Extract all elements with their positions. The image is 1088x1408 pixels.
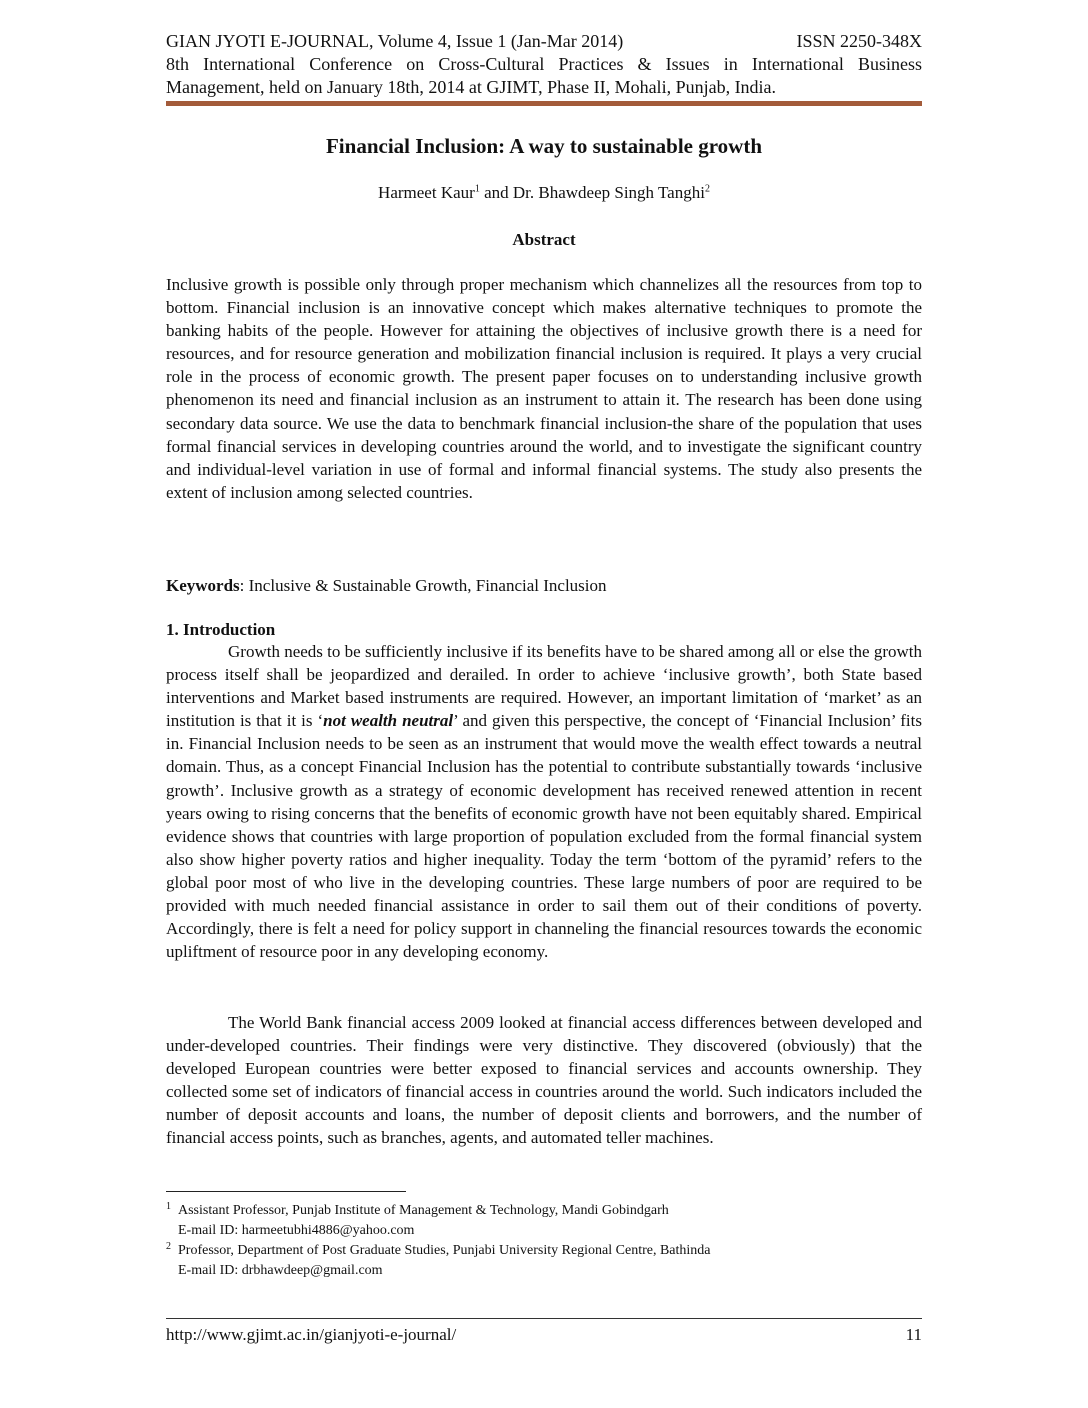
author-1: Harmeet Kaur <box>378 183 475 202</box>
page-number: 11 <box>905 1325 922 1344</box>
footer-rule <box>166 1318 922 1319</box>
intro-p1-part-a: Growth needs to be sufficiently inclusive if its benefits have to be shared among all or else the growth process itself shall be jeopardized and derailed. In order to achieve ‘inclusive growth’, both State based interventions and Market based instruments are required. However, an important limitation of ‘market’ as an institution is that it is ‘ <box>166 642 922 731</box>
introduction-paragraph-2: The World Bank financial access 2009 looked at financial access differences between developed and under-developed countries. Their findings were very distinctive. They discovered (obviously) that the developed European countries were better exposed to financial services and accounts ownership. They collected some set of indicators of financial access in countries around the world. Such indicators included the number of deposit accounts and loans, the number of deposit clients and borrowers, and the number of financial access points, such as branches, agents, and automated teller machines. <box>166 1013 922 1148</box>
paper-title: Financial Inclusion: A way to sustainable growth <box>325 134 763 158</box>
conference-line-1: 8th International Conference on Cross-Cultural Practices & Issues in International Business <box>166 54 922 74</box>
abstract-text: Inclusive growth is possible only through proper mechanism which channelizes all the resources from top to bottom. Financial inclusion is an innovative concept which makes alternative techniques to promote the banking habits of the people. However for attaining the objectives of inclusive growth there is a need for resources, and for resource generation and mobilization financial inclusion is required. It plays a very crucial role in the process of economic growth. The present paper focuses on to understanding inclusive growth phenomenon its need and financial inclusion as an instrument to attain it. The research has been done using secondary data source. We use the data to benchmark financial inclusion-the share of the population that uses formal financial services in developing countries around the world, and to investigate the significant country and individual-level variation in use of formal and informal financial systems. The study also presents the extent of inclusion among selected countries. <box>166 275 922 502</box>
intro-p1-part-b: ’ and given this perspective, the concept of ‘Financial Inclusion’ fits in. Financial Inclusion needs to be seen as an instrument that would move the wealth effect towards a neutral domain. Thus, as a concept Financial Inclusion has the potential to contribute substantially towards ‘inclusive growth’. Inclusive growth as a strategy of economic development has received renewed attention in recent years owing to rising concerns that the benefits of economic growth have not been equitably shared. Empirical evidence shows that countries with large proportion of population excluded from the formal financial system also show higher poverty ratios and higher inequality. Today the term ‘bottom of the pyramid’ refers to the global poor most of who live in the developing countries. These large numbers of poor are required to be provided with much needed financial assistance in order to sail them out of their conditions of poverty. Accordingly, there is felt a need for policy support in channeling the financial resources towards the economic upliftment of resource poor in any developing economy. <box>166 711 922 962</box>
footnote-2-affiliation: Professor, Department of Post Graduate Studies, Punjabi University Regional Centre, Bathinda <box>178 1243 711 1258</box>
author-2: and Dr. Bhawdeep Singh Tanghi <box>479 183 705 202</box>
footnote-rule <box>166 1191 406 1192</box>
journal-name: GIAN JYOTI E-JOURNAL, Volume 4, Issue 1 (Jan-Mar 2014) <box>166 31 624 51</box>
footer-url: http://www.gjimt.ac.in/gianjyoti-e-journal/ <box>166 1325 457 1344</box>
author-2-footnote-mark: 2 <box>704 183 710 195</box>
page-footer <box>166 1324 922 1346</box>
conference-line-2: Management, held on January 18th, 2014 at GJIMT, Phase II, Mohali, Punjab, India. <box>166 77 777 97</box>
journal-header <box>166 30 922 99</box>
intro-p1-emphasis: not wealth neutral <box>323 711 454 731</box>
keywords <box>166 574 922 597</box>
section-heading-introduction: 1. Introduction <box>166 620 276 639</box>
authors <box>166 182 922 204</box>
introduction-paragraph-1 <box>166 640 922 963</box>
footnote-2 <box>166 1241 922 1261</box>
footnote-1-mark: 1 <box>166 1201 171 1212</box>
footnote-1 <box>166 1201 922 1221</box>
footnote-2-mark: 2 <box>166 1241 171 1252</box>
journal-header-top-line <box>166 30 922 53</box>
author-1-footnote-mark: 1 <box>474 183 480 195</box>
keywords-text: : Inclusive & Sustainable Growth, Financial Inclusion <box>239 576 607 595</box>
abstract-heading: Abstract <box>512 230 576 249</box>
footnotes <box>166 1201 922 1281</box>
footnote-1-email: E-mail ID: harmeetubhi4886@yahoo.com <box>178 1223 415 1238</box>
footnote-2-email: E-mail ID: drbhawdeep@gmail.com <box>178 1263 383 1278</box>
footnote-1-affiliation: Assistant Professor, Punjab Institute of Management & Technology, Mandi Gobindgarh <box>178 1203 669 1218</box>
keywords-label: Keywords <box>166 576 240 595</box>
header-rule <box>166 101 922 106</box>
issn: ISSN 2250-348X <box>796 31 922 51</box>
